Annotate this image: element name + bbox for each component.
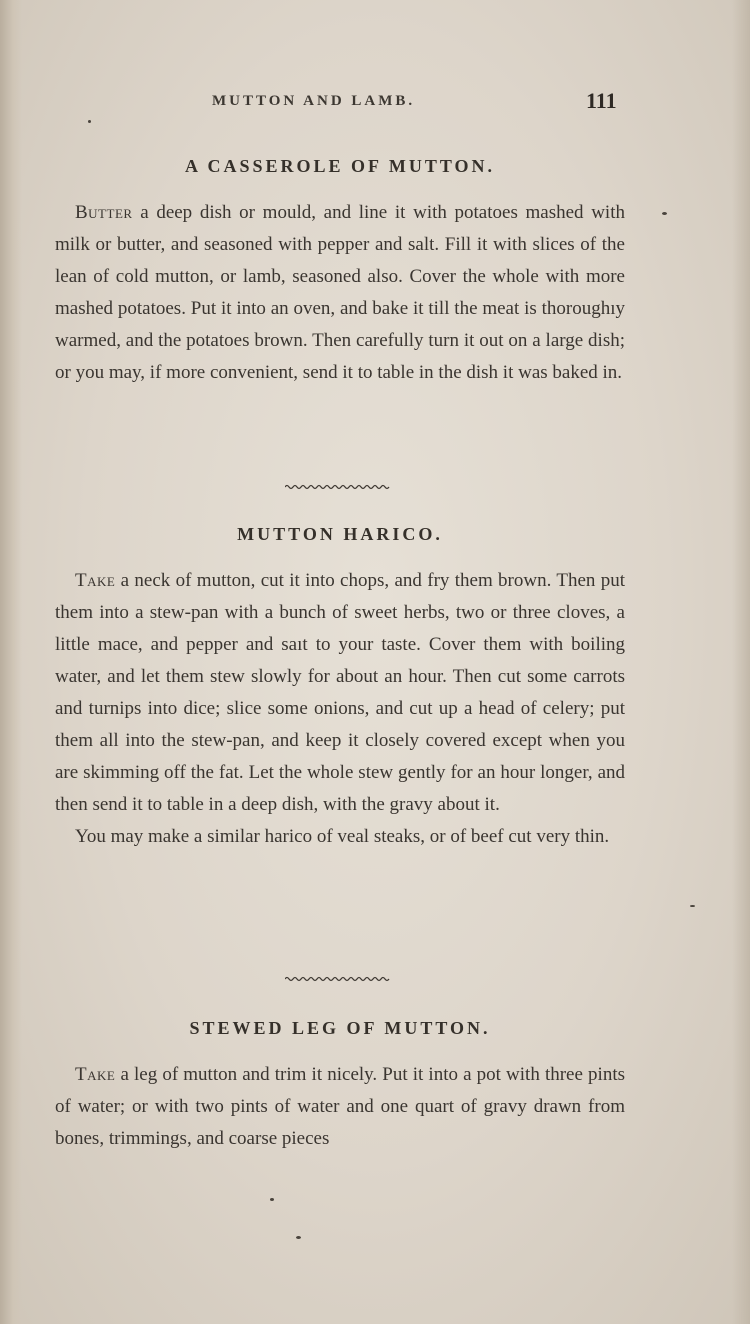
lead-word: Butter bbox=[75, 202, 133, 223]
paragraph-text: a neck of mutton, cut it into chops, and fry them brown. Then put them into a stew-pan with a bunch of sweet herbs, two or three cloves, a little mace, and pepper and saıt to your taste. Cover them with boiling water, and let them stew slowly for about an hour. Then cut some carrots and turnips into dice; slice some onions, and cut up a head of celery; put them all into the stew-pan, and keep it closely covered except when you are skimming off the fat. Let the whole stew gently for an hour longer, and then send it to table in a deep dish, with the gravy about it. bbox=[55, 570, 625, 815]
running-title: MUTTON AND LAMB. bbox=[212, 93, 416, 109]
recipe-stewed-leg-of-mutton bbox=[55, 1018, 625, 1155]
recipe-paragraph bbox=[55, 821, 625, 853]
page-gutter-shadow bbox=[0, 0, 22, 1324]
paragraph-text: You may make a similar harico of veal steaks, or of beef cut very thin. bbox=[75, 826, 610, 847]
paper-speck bbox=[296, 1236, 301, 1239]
lead-word: Take bbox=[75, 570, 116, 591]
page-number: 111 bbox=[586, 88, 617, 113]
paper-speck bbox=[270, 1198, 274, 1201]
paper-speck bbox=[662, 212, 667, 215]
lead-word: Take bbox=[75, 1064, 116, 1085]
recipe-mutton-harico bbox=[55, 524, 625, 853]
page-edge-shadow bbox=[732, 0, 750, 1324]
recipe-paragraph bbox=[55, 197, 625, 389]
recipe-heading: MUTTON HARICO. bbox=[237, 524, 443, 544]
paragraph-text: a leg of mutton and trim it nicely. Put it into a pot with three pints of water; or with two pints of water and one quart of gravy drawn from bones, trimmings, and coarse pieces bbox=[55, 1064, 625, 1149]
paragraph-text: a deep dish or mould, and line it with potatoes mashed with milk or butter, and seasoned with pepper and salt. Fill it with slices of the lean of cold mutton, or lamb, seasoned also. Cover the whole with more mashed potatoes. Put it into an oven, and bake it till the meat is thoroughıy warmed, and the potatoes brown. Then carefully turn it out on a large dish; or you may, if more convenient, send it to table in the dish it was baked in. bbox=[55, 202, 625, 383]
paper-speck bbox=[690, 905, 695, 907]
section-divider-rule bbox=[285, 484, 391, 490]
recipe-heading: STEWED LEG OF MUTTON. bbox=[189, 1018, 491, 1038]
paper-speck bbox=[88, 120, 91, 123]
recipe-paragraph bbox=[55, 1059, 625, 1155]
recipe-heading: A CASSEROLE OF MUTTON. bbox=[184, 156, 496, 176]
recipe-casserole-of-mutton bbox=[55, 156, 625, 389]
section-divider-rule bbox=[285, 976, 391, 982]
recipe-paragraph bbox=[55, 565, 625, 821]
running-head bbox=[0, 90, 750, 116]
